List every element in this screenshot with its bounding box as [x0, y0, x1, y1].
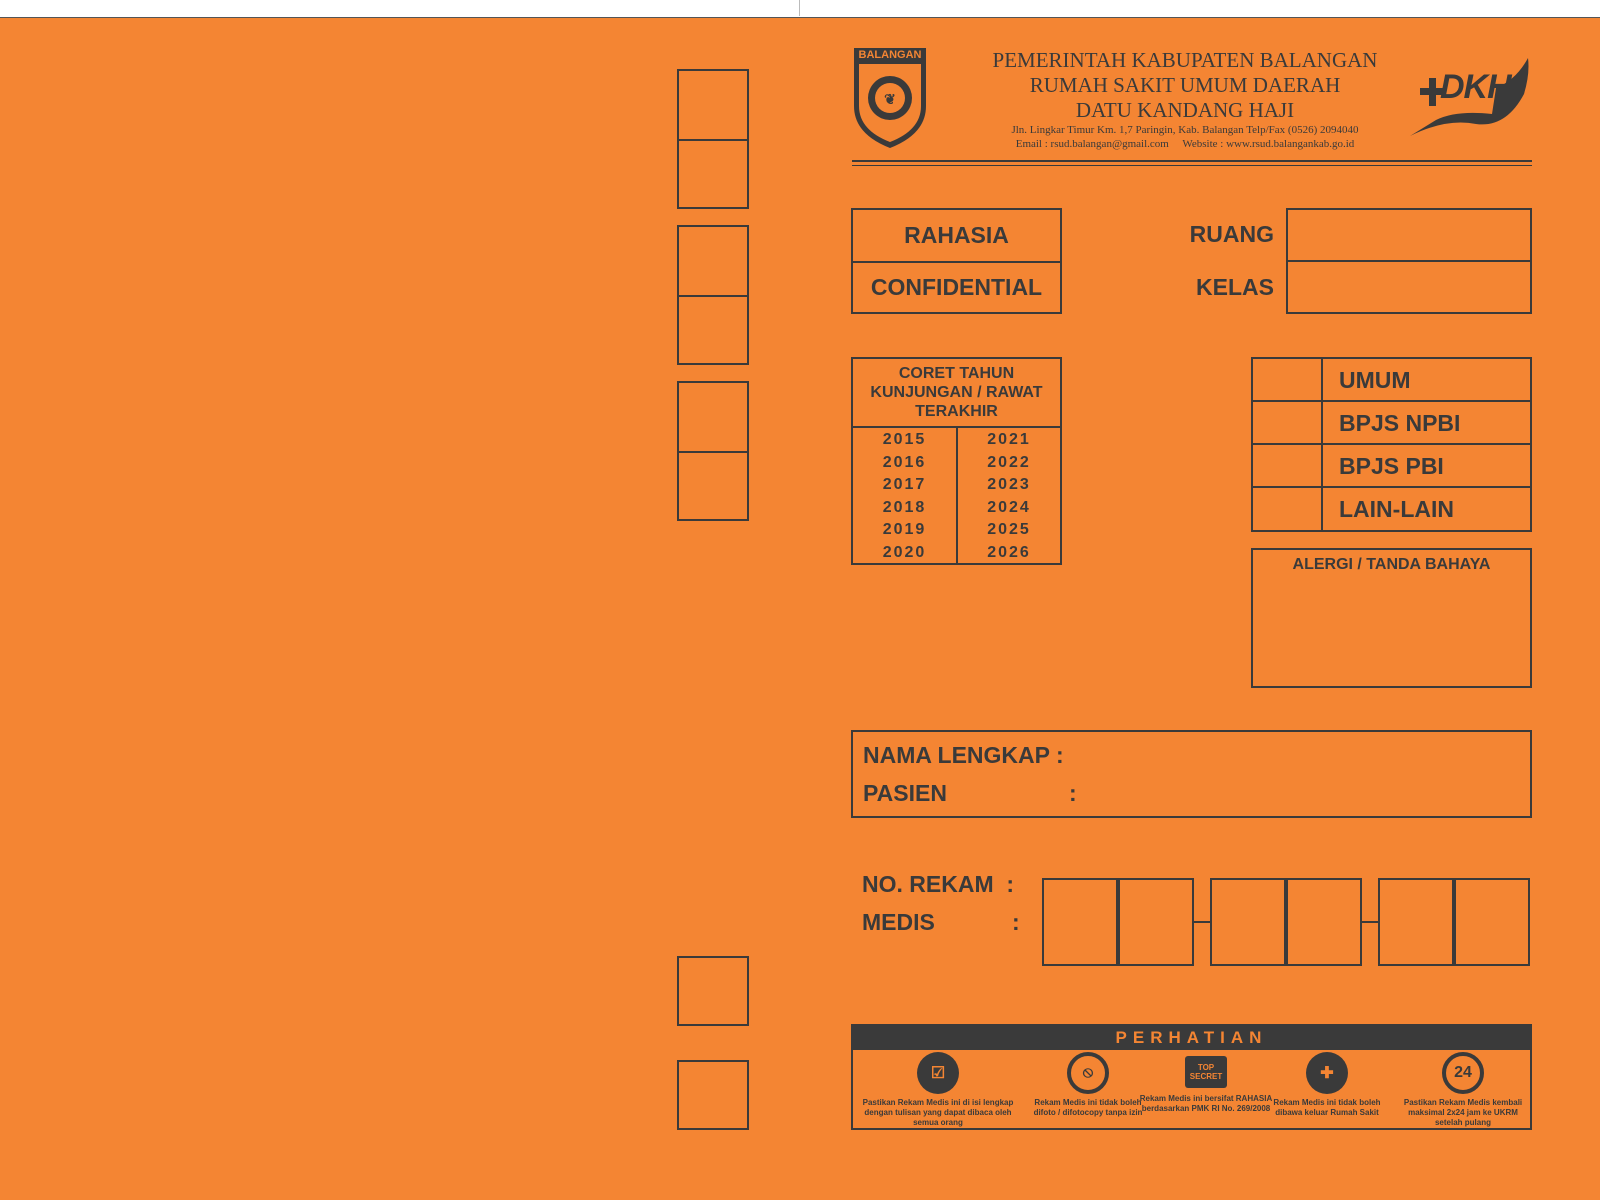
- year-cell[interactable]: 2016: [882, 453, 927, 471]
- header-divider-thin: [852, 165, 1532, 166]
- patient-name-box[interactable]: [851, 730, 1532, 818]
- index-tab-1: [677, 69, 749, 209]
- payment-checkbox-lain-lain[interactable]: [1253, 488, 1321, 530]
- record-digit-5[interactable]: [1378, 878, 1454, 966]
- hospital-name: RUMAH SAKIT UMUM DAERAH: [1029, 73, 1341, 97]
- pasien-label: PASIEN: [863, 780, 947, 806]
- visit-year-title: CORET TAHUN KUNJUNGAN / RAWAT TERAKHIR: [870, 365, 1043, 420]
- ruang-label: RUANG: [1189, 221, 1274, 247]
- government-name: PEMERINTAH KABUPATEN BALANGAN: [992, 48, 1378, 72]
- pasien-colon: :: [1069, 780, 1077, 806]
- payment-type-table: [1251, 357, 1532, 532]
- record-dash-2: [1362, 921, 1378, 923]
- payment-checkbox-bpjs-pbi[interactable]: [1253, 445, 1321, 486]
- payment-option-bpjs-npbi: BPJS NPBI: [1339, 410, 1461, 436]
- year-cell[interactable]: 2019: [882, 521, 927, 538]
- dkh-logo-icon: [1406, 54, 1532, 144]
- record-digit-6[interactable]: [1454, 878, 1530, 966]
- clipboard-icon: ☑: [917, 1052, 959, 1094]
- year-cell[interactable]: 2024: [987, 498, 1031, 516]
- notice-item-5: [1398, 1052, 1528, 1128]
- record-digit-4[interactable]: [1286, 878, 1362, 966]
- payment-checkbox-bpjs-npbi[interactable]: [1253, 402, 1321, 443]
- notice-item-3: [1138, 1052, 1274, 1114]
- year-cell[interactable]: 2023: [987, 476, 1031, 493]
- year-cell[interactable]: 2018: [882, 498, 927, 516]
- record-dash-1: [1194, 921, 1210, 923]
- notice-title: PERHATIAN: [1115, 1028, 1268, 1047]
- 24-hour-label: 24: [1454, 1064, 1472, 1081]
- medis-colon: :: [1012, 909, 1020, 935]
- notice-title-bar: [853, 1026, 1530, 1050]
- index-tab-3: [677, 381, 749, 521]
- year-cell[interactable]: 2015: [882, 431, 927, 448]
- kelas-label: KELAS: [1196, 274, 1274, 300]
- index-tab-4: [677, 956, 749, 1026]
- dkh-logo-text: DKH: [1440, 68, 1511, 106]
- no-rekam-label: NO. REKAM :: [862, 871, 1015, 897]
- year-cell[interactable]: 2021: [987, 431, 1031, 448]
- hospital-contact: Email : rsud.balangan@gmail.com Website : www.rsud.balangankab.go.id: [1015, 138, 1355, 150]
- balangan-crest-icon: [852, 46, 928, 150]
- years-left-column: [853, 429, 956, 564]
- year-cell[interactable]: 2017: [882, 476, 927, 493]
- header-divider: [852, 160, 1532, 162]
- no-hospital-exit-icon: ✚: [1306, 1052, 1348, 1094]
- 24-hour-icon: [1442, 1052, 1484, 1094]
- allergy-box[interactable]: [1251, 548, 1532, 688]
- hospital-subname: DATU KANDANG HAJI: [1075, 98, 1295, 122]
- svg-text:❦: ❦: [884, 93, 896, 108]
- crest-label: BALANGAN: [858, 49, 922, 61]
- year-cell[interactable]: 2025: [987, 521, 1031, 538]
- confidential-label: CONFIDENTIAL: [870, 274, 1043, 300]
- medical-record-cover: [0, 17, 1600, 1200]
- index-tab-5: [677, 1060, 749, 1130]
- rahasia-label: RAHASIA: [904, 222, 1009, 248]
- payment-checkbox-umum[interactable]: [1253, 359, 1321, 400]
- notice-item-1: [858, 1052, 1018, 1128]
- medis-label: MEDIS: [862, 909, 935, 935]
- payment-option-bpjs-pbi: BPJS PBI: [1339, 453, 1444, 479]
- hospital-address: Jln. Lingkar Timur Km. 1,7 Paringin, Kab. Balangan Telp/Fax (0526) 2094040: [1011, 124, 1359, 136]
- allergy-title: ALERGI / TANDA BAHAYA: [1292, 556, 1491, 573]
- years-right-column: [958, 429, 1060, 564]
- confidential-box: [851, 208, 1062, 314]
- record-digit-3[interactable]: [1210, 878, 1286, 966]
- top-secret-folder-icon: [1185, 1056, 1227, 1088]
- payment-option-lain-lain: LAIN-LAIN: [1339, 496, 1454, 522]
- visit-year-table: [851, 357, 1062, 565]
- year-cell[interactable]: 2022: [987, 453, 1031, 471]
- notice-caption: Pastikan Rekam Medis kembali maksimal 2x24 jam ke UKRM setelah pulang: [1403, 1098, 1523, 1127]
- year-cell[interactable]: 2026: [987, 543, 1031, 561]
- nama-lengkap-label: NAMA LENGKAP :: [863, 742, 1064, 768]
- index-tab-2: [677, 225, 749, 365]
- record-digit-2[interactable]: [1118, 878, 1194, 966]
- top-secret-label: TOP SECRET: [1189, 1063, 1223, 1081]
- payment-option-umum: UMUM: [1339, 367, 1411, 393]
- notice-item-4: [1262, 1052, 1392, 1118]
- record-digit-1[interactable]: [1042, 878, 1118, 966]
- no-camera-icon: ⦸: [1067, 1052, 1109, 1094]
- kelas-field[interactable]: [1286, 260, 1532, 314]
- notice-caption: Rekam Medis ini bersifat RAHASIA berdasarkan PMK RI No. 269/2008: [1139, 1094, 1273, 1113]
- notice-caption: Pastikan Rekam Medis ini di isi lengkap dengan tulisan yang dapat dibaca oleh semua orang: [862, 1098, 1014, 1127]
- notice-caption: Rekam Medis ini tidak boleh dibawa keluar Rumah Sakit: [1273, 1098, 1381, 1117]
- ruang-field[interactable]: [1286, 208, 1532, 262]
- year-cell[interactable]: 2020: [882, 543, 927, 561]
- notice-caption: Rekam Medis ini tidak boleh difoto / difotocopy tanpa izin: [1033, 1098, 1143, 1117]
- center-fold-mark: [799, 0, 800, 16]
